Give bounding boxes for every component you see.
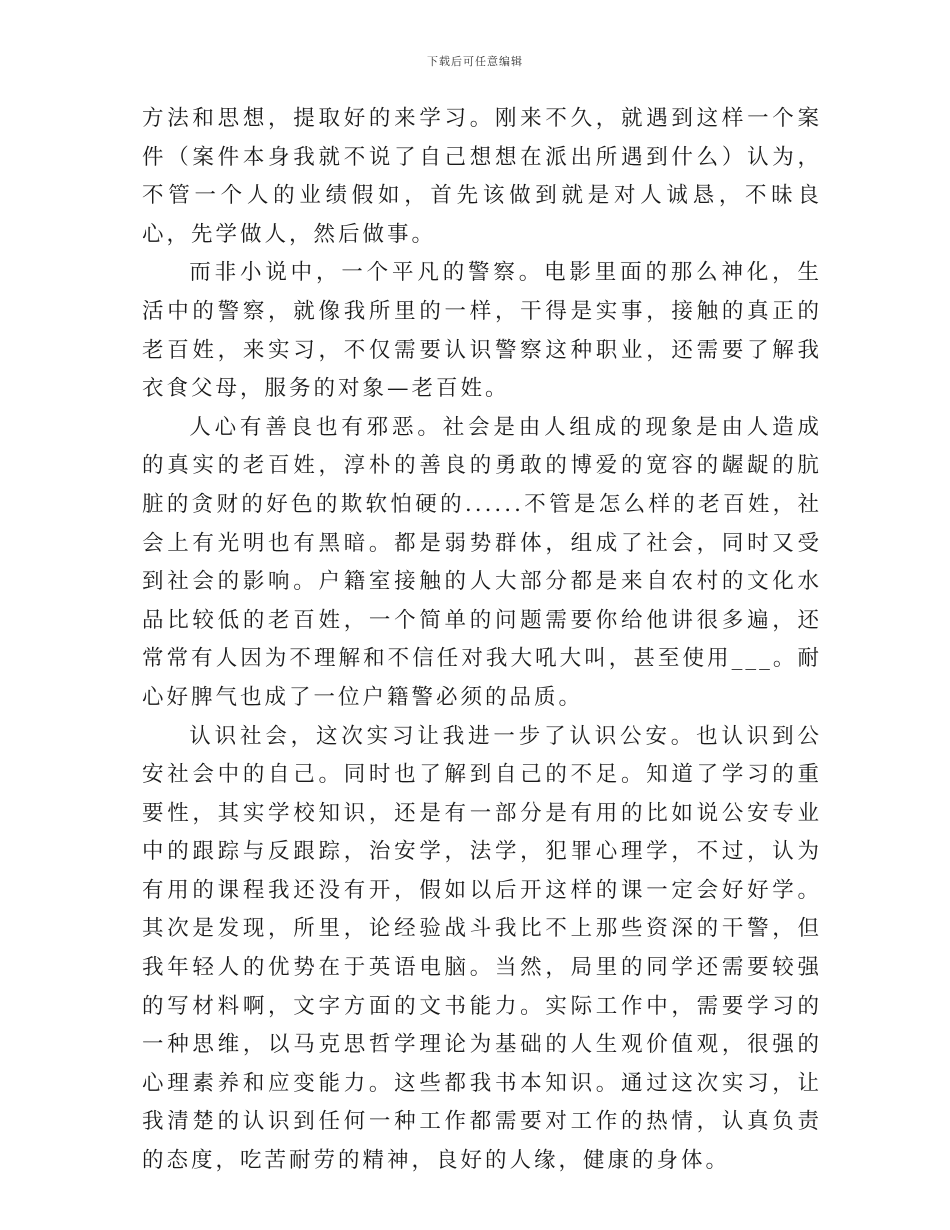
paragraph-1: 方法和思想，提取好的来学习。刚来不久，就遇到这样一个案件（案件本身我就不说了自己想想在派出所遇到什么）认为，不管一个人的业绩假如，首先该做到就是对人诚恳，不昧良心，先学做人，然后做事。 xyxy=(142,106,822,247)
paragraph-3: 人心有善良也有邪恶。社会是由人组成的现象是由人造成的真实的老百姓，淳朴的善良的勇敢的博爱的宽容的龌龊的肮脏的贪财的好色的欺软怕硬的......不管是怎么样的老百姓，社会上有光明也有黑暗。都是弱势群体，组成了社会，同时又受到社会的影响。户籍室接触的人大部分都是来自农村的文化水品比较低的老百姓，一个简单的问题需要你给他讲很多遍，还常常有人因为不理解和不信任对我大吼大叫，甚至使用___。耐心好脾气也成了一位户籍警必须的品质。 xyxy=(142,414,822,710)
document-body xyxy=(142,100,822,1181)
paragraph-4: 认识社会，这次实习让我进一步了认识公安。也认识到公安社会中的自己。同时也了解到自己的不足。知道了学习的重要性，其实学校知识，还是有一部分是有用的比如说公安专业中的跟踪与反跟踪，治安学，法学，犯罪心理学，不过，认为有用的课程我还没有开，假如以后开这样的课一定会好好学。其次是发现，所里，论经验战斗我比不上那些资深的干警，但我年轻人的优势在于英语电脑。当然，局里的同学还需要较强的写材料啊，文字方面的文书能力。实际工作中，需要学习的一种思维，以马克思哲学理论为基础的人生观价值观，很强的心理素养和应变能力。这些都我书本知识。通过这次实习，让我清楚的认识到任何一种工作都需要对工作的热情，认真负责的态度，吃苦耐劳的精神，良好的人缘，健康的身体。 xyxy=(142,723,822,1174)
paragraph-2: 而非小说中，一个平凡的警察。电影里面的那么神化，生活中的警察，就像我所里的一样，干得是实事，接触的真正的老百姓，来实习，不仅需要认识警察这种职业，还需要了解我衣食父母，服务的对象—老百姓。 xyxy=(142,260,822,402)
page-header: 下载后可任意编辑 xyxy=(427,55,523,68)
